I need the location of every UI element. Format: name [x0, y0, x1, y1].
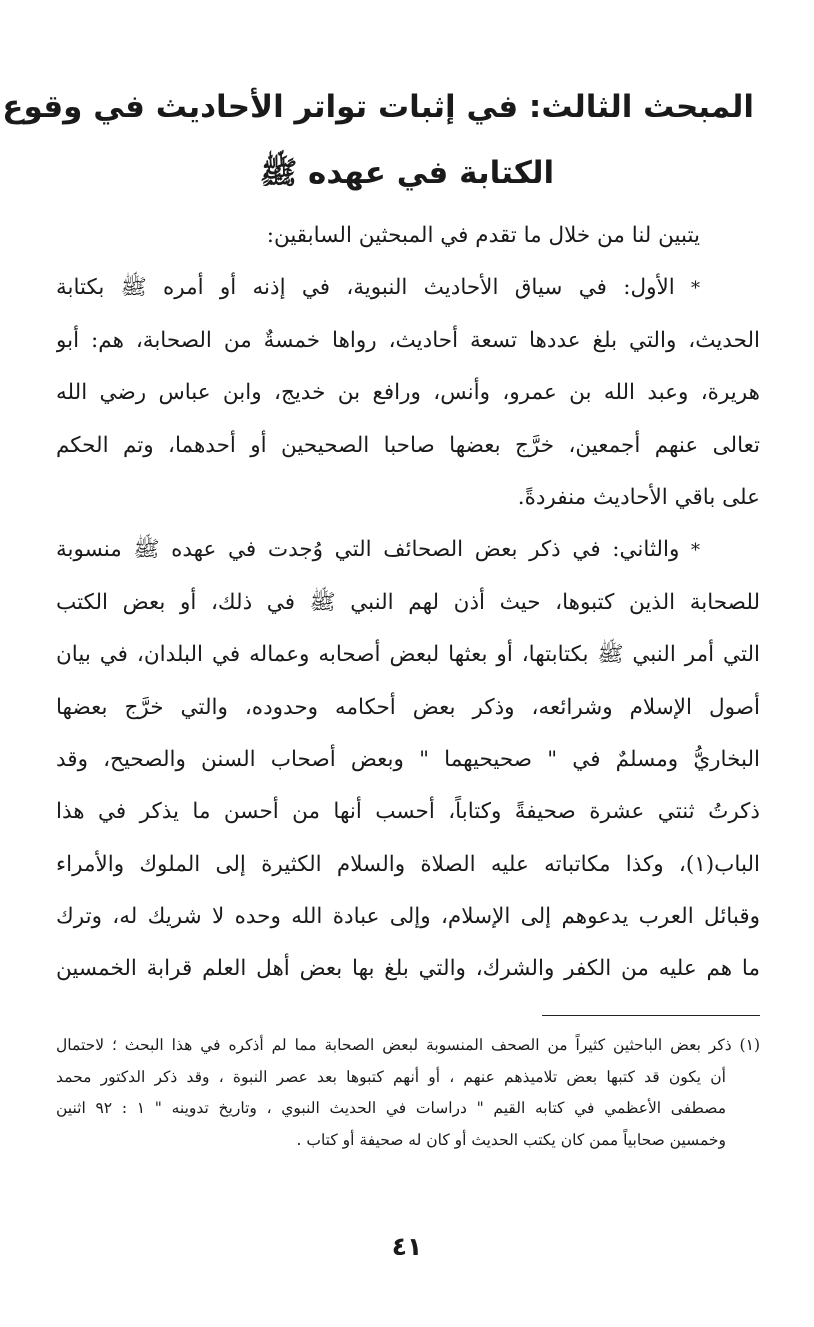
- footnote-line: (١) ذكر بعض الباحثين كثيراً من الصحف المنسوبة لبعض الصحابة مما لم أذكره في هذا البحث ؛ لاحتمال: [56, 1036, 760, 1054]
- heading-line-2: الكتابة في عهده ﷺ: [259, 155, 555, 191]
- footnote-line: مصطفى الأعظمي في كتابه القيم " دراسات في الحديث النبوي ، وتاريخ تدوينه " ١ : ٩٢ اثنين: [56, 1099, 727, 1117]
- heading-line-1: المبحث الثالث: في إثبات تواتر الأحاديث في وقوع: [2, 89, 754, 125]
- star-icon: *: [691, 540, 700, 562]
- body-line: للصحابة الذين كتبوها، حيث أذن لهم النبي ﷺ في ذلك، أو بعض الكتب: [56, 589, 760, 615]
- body-line: البخاريُّ ومسلمٌ في " صحيحيهما " وبعض أصحاب السنن والصحيح، وقد: [56, 746, 760, 772]
- page-number: ٤١: [391, 1232, 423, 1261]
- body-line: [56, 262, 760, 314]
- body-text: [56, 210, 760, 996]
- body-line: [56, 524, 760, 576]
- body-line: تعالى عنهم أجمعين، خرَّج بعضها صاحبا الصحيحين أو أحدهما، وتم الحكم: [56, 432, 760, 458]
- body-line: يتبين لنا من خلال ما تقدم في المبحثين السابقين:: [266, 223, 700, 248]
- body-line: الحديث، والتي بلغ عددها تسعة أحاديث، رواها خمسةٌ من الصحابة، هم: أبو: [56, 327, 760, 353]
- footnote-line: وخمسين صحابياً ممن كان يكتب الحديث أو كان له صحيفة أو كتاب .: [296, 1130, 726, 1149]
- body-line: على باقي الأحاديث منفردةً.: [517, 484, 760, 510]
- star-icon: *: [691, 278, 700, 300]
- footnotes: [56, 1030, 760, 1156]
- body-line: هريرة، وعبد الله بن عمرو، وأنس، ورافع بن خديج، وابن عباس رضي الله: [56, 380, 760, 406]
- body-line: وقبائل العرب يدعوهم إلى الإسلام، وإلى عبادة الله وحده لا شريك له، وترك: [56, 904, 760, 930]
- footnote-separator: [542, 1015, 760, 1016]
- body-line: ما هم عليه من الكفر والشرك، والتي بلغ بها بعض أهل العلم قرابة الخمسين: [56, 956, 760, 982]
- body-line: ذكرتُ ثنتي عشرة صحيفةً وكتاباً، أحسب أنها من أحسن ما يذكر في هذا: [56, 799, 760, 825]
- body-line-text: الأول: في سياق الأحاديث النبوية، في إذنه أو أمره ﷺ بكتابة: [56, 275, 675, 301]
- body-line: التي أمر النبي ﷺ بكتابتها، أو بعثها لبعض أصحابه وعماله في البلدان، في بيان: [56, 642, 760, 668]
- body-line: الباب(١)، وكذا مكاتباته عليه الصلاة والسلام الكثيرة إلى الملوك والأمراء: [56, 851, 760, 877]
- body-line: أصول الإسلام وشرائعه، وذكر بعض أحكامه وحدوده، والتي خرَّج بعضها: [56, 694, 760, 720]
- footnote-line: أن يكون قد كتبها بعض تلاميذهم عنهم ، أو أنهم كتبوها بعد عصر النبوة ، وقد ذكر الدكتور محمد: [56, 1067, 726, 1086]
- section-heading: [2, 74, 754, 206]
- body-line-text: والثاني: في ذكر بعض الصحائف التي وُجدت في عهده ﷺ منسوبة: [56, 537, 680, 563]
